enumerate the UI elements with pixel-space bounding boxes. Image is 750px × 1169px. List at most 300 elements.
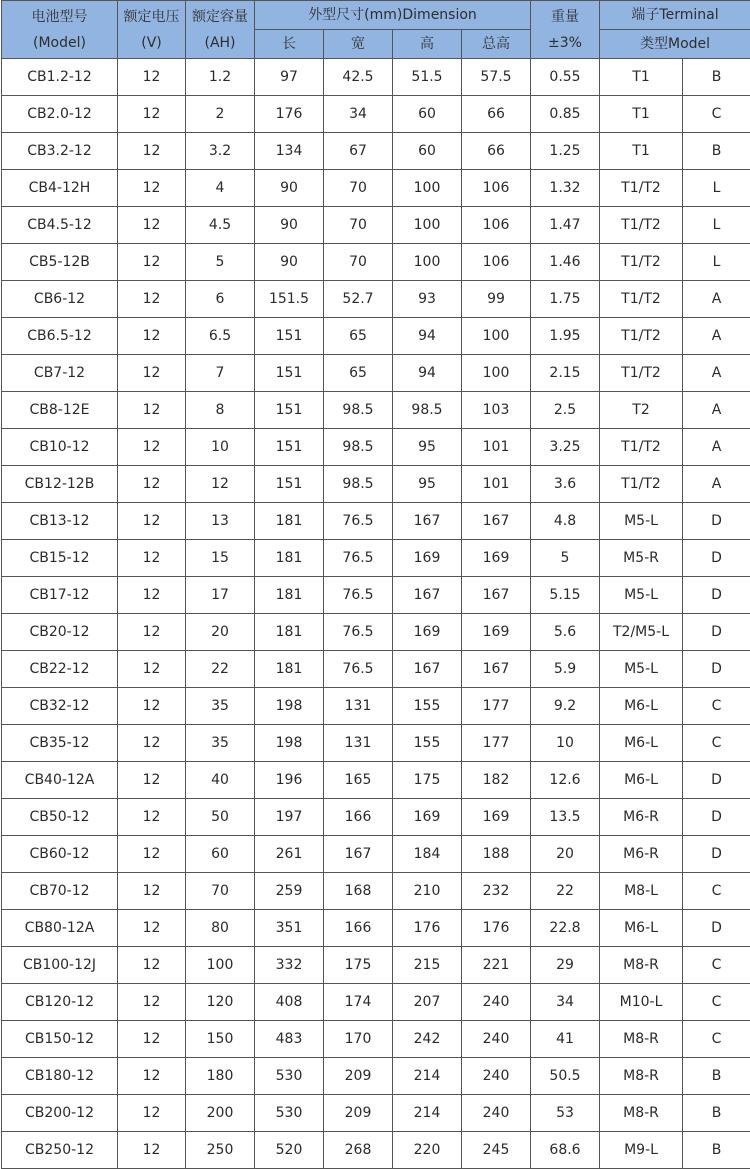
cell-total-height: 177: [462, 725, 531, 762]
cell-height: 169: [393, 540, 462, 577]
cell-voltage: 12: [118, 1058, 186, 1095]
cell-weight: 10: [531, 725, 600, 762]
cell-height: 94: [393, 318, 462, 355]
cell-total-height: 99: [462, 281, 531, 318]
cell-capacity: 6.5: [186, 318, 255, 355]
cell-model: CB1.2-12: [2, 59, 118, 96]
table-row: [2, 318, 750, 355]
cell-model: CB60-12: [2, 836, 118, 873]
cell-terminal-type: M6-L: [600, 762, 683, 799]
cell-length: 181: [255, 503, 324, 540]
cell-total-height: 100: [462, 355, 531, 392]
cell-height: 60: [393, 96, 462, 133]
cell-model: CB4.5-12: [2, 207, 118, 244]
header-voltage-cn: 额定电压: [123, 8, 180, 25]
cell-length: 134: [255, 133, 324, 170]
cell-height: 175: [393, 762, 462, 799]
cell-total-height: 177: [462, 688, 531, 725]
cell-length: 530: [255, 1058, 324, 1095]
table-row: [2, 1058, 750, 1095]
cell-weight: 34: [531, 984, 600, 1021]
cell-height: 95: [393, 466, 462, 503]
table-row: [2, 207, 750, 244]
cell-model: CB13-12: [2, 503, 118, 540]
table-row: [2, 392, 750, 429]
cell-capacity: 8: [186, 392, 255, 429]
cell-model: CB40-12A: [2, 762, 118, 799]
cell-width: 209: [324, 1058, 393, 1095]
cell-weight: 20: [531, 836, 600, 873]
cell-total-height: 101: [462, 466, 531, 503]
cell-capacity: 200: [186, 1095, 255, 1132]
cell-weight: 5.6: [531, 614, 600, 651]
cell-terminal-model: D: [683, 540, 750, 577]
cell-length: 332: [255, 947, 324, 984]
cell-width: 70: [324, 170, 393, 207]
cell-length: 151: [255, 392, 324, 429]
cell-width: 166: [324, 910, 393, 947]
cell-weight: 1.95: [531, 318, 600, 355]
cell-model: CB8-12E: [2, 392, 118, 429]
header-voltage: [118, 1, 186, 59]
cell-model: CB10-12: [2, 429, 118, 466]
cell-terminal-model: D: [683, 762, 750, 799]
cell-length: 97: [255, 59, 324, 96]
cell-terminal-type: T1: [600, 133, 683, 170]
cell-terminal-model: C: [683, 1021, 750, 1058]
header-height: 高: [393, 30, 462, 59]
cell-width: 131: [324, 725, 393, 762]
cell-width: 209: [324, 1095, 393, 1132]
cell-weight: 0.55: [531, 59, 600, 96]
cell-width: 52.7: [324, 281, 393, 318]
cell-length: 151: [255, 429, 324, 466]
table-row: [2, 466, 750, 503]
table-row: [2, 281, 750, 318]
table-row: [2, 170, 750, 207]
cell-model: CB7-12: [2, 355, 118, 392]
cell-width: 76.5: [324, 651, 393, 688]
cell-terminal-type: M6-R: [600, 836, 683, 873]
cell-terminal-model: L: [683, 244, 750, 281]
cell-total-height: 106: [462, 170, 531, 207]
cell-terminal-type: T2: [600, 392, 683, 429]
table-row: [2, 1132, 750, 1169]
cell-model: CB50-12: [2, 799, 118, 836]
cell-voltage: 12: [118, 873, 186, 910]
header-total-height: 总高: [462, 30, 531, 59]
cell-capacity: 4.5: [186, 207, 255, 244]
cell-width: 131: [324, 688, 393, 725]
cell-terminal-model: C: [683, 947, 750, 984]
cell-terminal-model: L: [683, 207, 750, 244]
cell-model: CB15-12: [2, 540, 118, 577]
cell-model: CB20-12: [2, 614, 118, 651]
cell-voltage: 12: [118, 910, 186, 947]
cell-weight: 53: [531, 1095, 600, 1132]
cell-width: 76.5: [324, 503, 393, 540]
cell-voltage: 12: [118, 355, 186, 392]
table-row: [2, 984, 750, 1021]
header-capacity-unit: (AH): [204, 34, 236, 51]
header-capacity: [186, 1, 255, 59]
cell-length: 151: [255, 466, 324, 503]
header-dimension: 外型尺寸(mm)Dimension: [255, 1, 531, 30]
header-model-cn: 电池型号: [31, 8, 88, 25]
table-row: [2, 244, 750, 281]
table-row: [2, 725, 750, 762]
cell-terminal-model: D: [683, 799, 750, 836]
cell-terminal-type: T2/M5-L: [600, 614, 683, 651]
cell-voltage: 12: [118, 429, 186, 466]
cell-height: 93: [393, 281, 462, 318]
cell-height: 51.5: [393, 59, 462, 96]
cell-height: 207: [393, 984, 462, 1021]
table-row: [2, 614, 750, 651]
cell-terminal-type: T1/T2: [600, 429, 683, 466]
cell-terminal-type: M10-L: [600, 984, 683, 1021]
table-row: [2, 1095, 750, 1132]
cell-model: CB70-12: [2, 873, 118, 910]
cell-width: 98.5: [324, 392, 393, 429]
cell-model: CB120-12: [2, 984, 118, 1021]
cell-voltage: 12: [118, 799, 186, 836]
cell-terminal-type: M6-R: [600, 799, 683, 836]
cell-terminal-type: M6-L: [600, 910, 683, 947]
cell-terminal-model: D: [683, 910, 750, 947]
cell-capacity: 2: [186, 96, 255, 133]
cell-terminal-model: B: [683, 1058, 750, 1095]
cell-weight: 1.47: [531, 207, 600, 244]
table-row: [2, 577, 750, 614]
cell-height: 215: [393, 947, 462, 984]
cell-capacity: 10: [186, 429, 255, 466]
cell-weight: 13.5: [531, 799, 600, 836]
header-weight-tolerance: ±3%: [548, 34, 582, 51]
cell-voltage: 12: [118, 1021, 186, 1058]
cell-voltage: 12: [118, 133, 186, 170]
cell-voltage: 12: [118, 503, 186, 540]
cell-width: 167: [324, 836, 393, 873]
cell-model: CB4-12H: [2, 170, 118, 207]
cell-width: 98.5: [324, 429, 393, 466]
cell-terminal-model: A: [683, 355, 750, 392]
cell-height: 210: [393, 873, 462, 910]
cell-terminal-model: B: [683, 59, 750, 96]
cell-length: 351: [255, 910, 324, 947]
cell-voltage: 12: [118, 762, 186, 799]
cell-model: CB6-12: [2, 281, 118, 318]
header-model-en: (Model): [33, 34, 86, 51]
cell-capacity: 50: [186, 799, 255, 836]
cell-total-height: 232: [462, 873, 531, 910]
table-row: [2, 799, 750, 836]
header-voltage-unit: (V): [141, 34, 162, 51]
cell-terminal-type: M8-R: [600, 1021, 683, 1058]
table-row: [2, 947, 750, 984]
cell-terminal-type: M8-R: [600, 1095, 683, 1132]
cell-total-height: 188: [462, 836, 531, 873]
cell-capacity: 60: [186, 836, 255, 873]
cell-terminal-model: A: [683, 281, 750, 318]
table-row: [2, 540, 750, 577]
cell-width: 70: [324, 244, 393, 281]
cell-model: CB2.0-12: [2, 96, 118, 133]
cell-weight: 1.75: [531, 281, 600, 318]
cell-model: CB12-12B: [2, 466, 118, 503]
cell-total-height: 103: [462, 392, 531, 429]
cell-total-height: 66: [462, 133, 531, 170]
cell-height: 100: [393, 244, 462, 281]
cell-capacity: 80: [186, 910, 255, 947]
cell-width: 174: [324, 984, 393, 1021]
cell-length: 198: [255, 688, 324, 725]
cell-total-height: 240: [462, 1058, 531, 1095]
cell-width: 76.5: [324, 614, 393, 651]
cell-weight: 2.5: [531, 392, 600, 429]
cell-width: 170: [324, 1021, 393, 1058]
cell-height: 242: [393, 1021, 462, 1058]
battery-spec-table: [1, 0, 750, 1169]
cell-voltage: 12: [118, 1132, 186, 1169]
cell-capacity: 12: [186, 466, 255, 503]
cell-total-height: 176: [462, 910, 531, 947]
cell-length: 261: [255, 836, 324, 873]
cell-capacity: 120: [186, 984, 255, 1021]
cell-total-height: 169: [462, 799, 531, 836]
cell-width: 67: [324, 133, 393, 170]
cell-height: 60: [393, 133, 462, 170]
cell-total-height: 167: [462, 577, 531, 614]
cell-terminal-type: T1/T2: [600, 466, 683, 503]
cell-terminal-type: T1/T2: [600, 318, 683, 355]
cell-capacity: 6: [186, 281, 255, 318]
cell-terminal-model: D: [683, 614, 750, 651]
cell-height: 214: [393, 1095, 462, 1132]
cell-length: 197: [255, 799, 324, 836]
cell-length: 90: [255, 207, 324, 244]
cell-model: CB3.2-12: [2, 133, 118, 170]
cell-capacity: 7: [186, 355, 255, 392]
cell-height: 167: [393, 651, 462, 688]
cell-model: CB200-12: [2, 1095, 118, 1132]
cell-length: 196: [255, 762, 324, 799]
cell-model: CB5-12B: [2, 244, 118, 281]
cell-width: 165: [324, 762, 393, 799]
cell-width: 168: [324, 873, 393, 910]
cell-capacity: 22: [186, 651, 255, 688]
cell-weight: 1.25: [531, 133, 600, 170]
cell-voltage: 12: [118, 984, 186, 1021]
table-row: [2, 133, 750, 170]
cell-model: CB32-12: [2, 688, 118, 725]
cell-height: 184: [393, 836, 462, 873]
cell-height: 95: [393, 429, 462, 466]
cell-model: CB22-12: [2, 651, 118, 688]
cell-terminal-type: M9-L: [600, 1132, 683, 1169]
cell-total-height: 66: [462, 96, 531, 133]
cell-capacity: 70: [186, 873, 255, 910]
cell-width: 42.5: [324, 59, 393, 96]
cell-weight: 3.6: [531, 466, 600, 503]
cell-terminal-type: T1/T2: [600, 244, 683, 281]
cell-terminal-model: D: [683, 651, 750, 688]
cell-terminal-model: A: [683, 429, 750, 466]
cell-terminal-type: M5-L: [600, 503, 683, 540]
cell-height: 169: [393, 614, 462, 651]
cell-voltage: 12: [118, 836, 186, 873]
cell-total-height: 221: [462, 947, 531, 984]
cell-length: 181: [255, 577, 324, 614]
cell-height: 167: [393, 577, 462, 614]
cell-total-height: 57.5: [462, 59, 531, 96]
cell-terminal-model: D: [683, 836, 750, 873]
table-row: [2, 651, 750, 688]
table-row: [2, 96, 750, 133]
cell-capacity: 150: [186, 1021, 255, 1058]
cell-capacity: 20: [186, 614, 255, 651]
header-row-top: [2, 1, 750, 30]
cell-terminal-model: C: [683, 725, 750, 762]
cell-weight: 4.8: [531, 503, 600, 540]
table-row: [2, 355, 750, 392]
cell-terminal-model: A: [683, 466, 750, 503]
cell-weight: 1.46: [531, 244, 600, 281]
cell-total-height: 182: [462, 762, 531, 799]
cell-height: 94: [393, 355, 462, 392]
cell-weight: 1.32: [531, 170, 600, 207]
cell-capacity: 13: [186, 503, 255, 540]
cell-length: 259: [255, 873, 324, 910]
cell-voltage: 12: [118, 725, 186, 762]
cell-total-height: 100: [462, 318, 531, 355]
cell-voltage: 12: [118, 466, 186, 503]
cell-total-height: 240: [462, 1095, 531, 1132]
cell-length: 151: [255, 318, 324, 355]
cell-height: 214: [393, 1058, 462, 1095]
table-row: [2, 762, 750, 799]
cell-height: 169: [393, 799, 462, 836]
cell-height: 176: [393, 910, 462, 947]
cell-length: 483: [255, 1021, 324, 1058]
cell-width: 70: [324, 207, 393, 244]
cell-weight: 2.15: [531, 355, 600, 392]
cell-terminal-model: B: [683, 1095, 750, 1132]
cell-voltage: 12: [118, 947, 186, 984]
table-row: [2, 59, 750, 96]
header-model: [2, 1, 118, 59]
cell-capacity: 15: [186, 540, 255, 577]
cell-total-height: 169: [462, 614, 531, 651]
cell-terminal-model: C: [683, 873, 750, 910]
cell-length: 90: [255, 244, 324, 281]
cell-capacity: 4: [186, 170, 255, 207]
cell-terminal-type: M6-L: [600, 725, 683, 762]
cell-total-height: 101: [462, 429, 531, 466]
cell-length: 181: [255, 614, 324, 651]
cell-capacity: 40: [186, 762, 255, 799]
cell-weight: 50.5: [531, 1058, 600, 1095]
cell-terminal-model: B: [683, 133, 750, 170]
cell-length: 176: [255, 96, 324, 133]
cell-width: 34: [324, 96, 393, 133]
cell-total-height: 167: [462, 503, 531, 540]
cell-model: CB180-12: [2, 1058, 118, 1095]
cell-capacity: 17: [186, 577, 255, 614]
cell-terminal-model: A: [683, 392, 750, 429]
table-row: [2, 688, 750, 725]
cell-voltage: 12: [118, 59, 186, 96]
cell-capacity: 180: [186, 1058, 255, 1095]
table-row: [2, 873, 750, 910]
table-row: [2, 503, 750, 540]
cell-voltage: 12: [118, 1095, 186, 1132]
cell-total-height: 106: [462, 207, 531, 244]
table-row: [2, 1021, 750, 1058]
cell-voltage: 12: [118, 614, 186, 651]
cell-length: 151: [255, 355, 324, 392]
cell-height: 155: [393, 725, 462, 762]
cell-length: 408: [255, 984, 324, 1021]
cell-length: 198: [255, 725, 324, 762]
header-length: 长: [255, 30, 324, 59]
cell-model: CB17-12: [2, 577, 118, 614]
cell-capacity: 3.2: [186, 133, 255, 170]
cell-terminal-type: M8-R: [600, 947, 683, 984]
cell-voltage: 12: [118, 577, 186, 614]
cell-capacity: 1.2: [186, 59, 255, 96]
cell-capacity: 250: [186, 1132, 255, 1169]
header-terminal-model: 类型Model: [600, 30, 750, 59]
cell-terminal-model: D: [683, 503, 750, 540]
table-header: [2, 1, 750, 59]
cell-voltage: 12: [118, 688, 186, 725]
cell-voltage: 12: [118, 281, 186, 318]
cell-capacity: 100: [186, 947, 255, 984]
cell-total-height: 167: [462, 651, 531, 688]
cell-terminal-model: C: [683, 688, 750, 725]
cell-capacity: 35: [186, 688, 255, 725]
cell-voltage: 12: [118, 540, 186, 577]
cell-height: 98.5: [393, 392, 462, 429]
cell-width: 175: [324, 947, 393, 984]
header-terminal: 端子Terminal: [600, 1, 750, 30]
cell-weight: 0.85: [531, 96, 600, 133]
cell-total-height: 240: [462, 984, 531, 1021]
cell-length: 151.5: [255, 281, 324, 318]
cell-length: 181: [255, 651, 324, 688]
cell-weight: 22: [531, 873, 600, 910]
cell-weight: 5.9: [531, 651, 600, 688]
table-row: [2, 836, 750, 873]
cell-voltage: 12: [118, 318, 186, 355]
cell-weight: 9.2: [531, 688, 600, 725]
cell-terminal-type: T1: [600, 96, 683, 133]
cell-width: 76.5: [324, 577, 393, 614]
cell-weight: 41: [531, 1021, 600, 1058]
table-row: [2, 429, 750, 466]
cell-width: 65: [324, 318, 393, 355]
cell-length: 90: [255, 170, 324, 207]
cell-length: 181: [255, 540, 324, 577]
table-row: [2, 910, 750, 947]
cell-total-height: 245: [462, 1132, 531, 1169]
cell-terminal-type: T1/T2: [600, 281, 683, 318]
cell-width: 268: [324, 1132, 393, 1169]
cell-terminal-type: M6-L: [600, 688, 683, 725]
cell-width: 166: [324, 799, 393, 836]
cell-model: CB100-12J: [2, 947, 118, 984]
